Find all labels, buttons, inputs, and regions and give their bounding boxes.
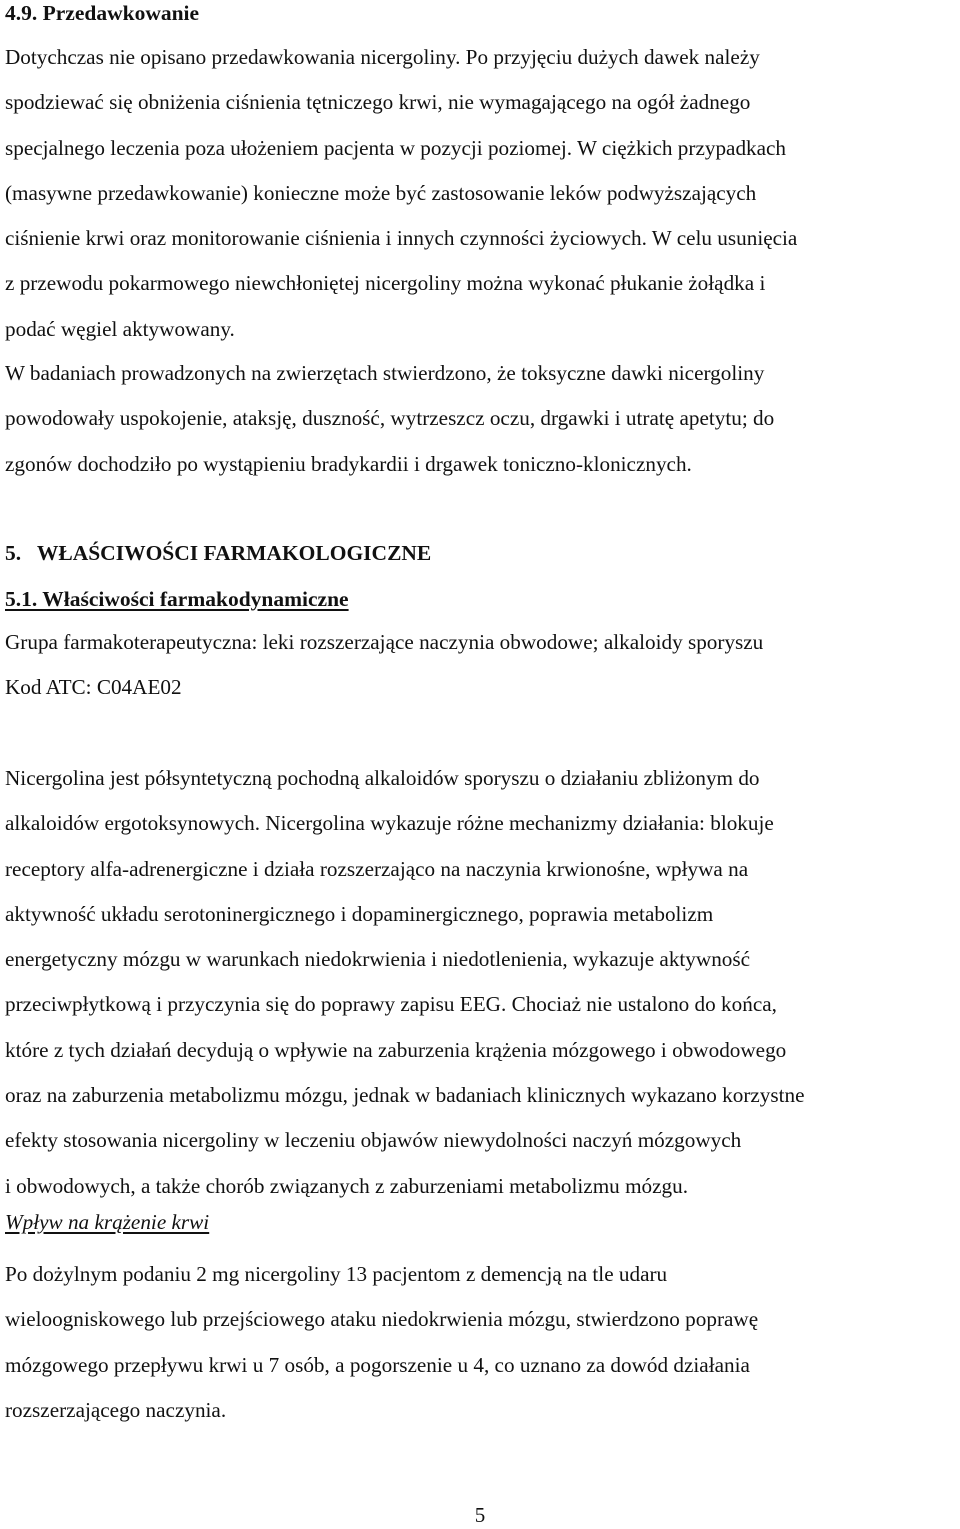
- paragraph-overdose: [5, 35, 797, 352]
- paragraph-animal-studies: [5, 351, 774, 487]
- text-line: które z tych działań decydują o wpływie na zaburzenia krążenia mózgowego i obwodowego: [5, 1037, 787, 1062]
- paragraph-mechanism: [5, 756, 805, 1209]
- text-line: i obwodowych, a także chorób związanych z zaburzeniami metabolizmu mózgu.: [5, 1173, 689, 1198]
- text-line: aktywność układu serotoninergicznego i dopaminergicznego, poprawia metabolizm: [5, 901, 714, 926]
- classification-block: [5, 620, 763, 711]
- section-heading-pharmacological-properties: 5. WŁAŚCIWOŚCI FARMAKOLOGICZNE: [5, 541, 432, 565]
- text-line: podać węgiel aktywowany.: [5, 316, 235, 341]
- text-line: receptory alfa-adrenergiczne i działa rozszerzająco na naczynia krwionośne, wpływa na: [5, 856, 749, 881]
- text-line: alkaloidów ergotoksynowych. Nicergolina wykazuje różne mechanizmy działania: blokuje: [5, 811, 774, 836]
- italic-heading-blood-circulation: [5, 1209, 209, 1235]
- page-number: 5: [474, 1503, 486, 1527]
- text-line: energetyczny mózgu w warunkach niedokrwienia i niedotlenienia, wykazuje aktywność: [5, 947, 751, 972]
- text-line: efekty stosowania nicergoliny w leczeniu objawów niewydolności naczyń mózgowych: [5, 1128, 742, 1153]
- text-line: (masywne przedawkowanie) konieczne może być zastosowanie leków podwyższających: [5, 180, 757, 205]
- text-line: Dotychczas nie opisano przedawkowania nicergoliny. Po przyjęciu dużych dawek należy: [5, 45, 760, 69]
- pharmacotherapeutic-group: Grupa farmakoterapeutyczna: leki rozszerzające naczynia obwodowe; alkaloidy sporyszu: [5, 630, 764, 654]
- text-line: rozszerzającego naczynia.: [5, 1397, 227, 1422]
- text-line: zgonów dochodziło po wystąpieniu bradykardii i drgawek toniczno-klonicznych.: [5, 451, 692, 476]
- text-line: mózgowego przepływu krwi u 7 osób, a pogorszenie u 4, co uznano za dowód działania: [5, 1352, 750, 1377]
- subsection-heading-pharmacodynamics: [5, 586, 349, 612]
- text-line: ciśnienie krwi oraz monitorowanie ciśnienia i innych czynności życiowych. W celu usunięcia: [5, 226, 798, 251]
- text-line: przeciwpłytkową i przyczynia się do poprawy zapisu EEG. Chociaż nie ustalono do końca,: [5, 992, 777, 1017]
- text-line: wieloogniskowego lub przejściowego ataku niedokrwienia mózgu, stwierdzono poprawę: [5, 1307, 759, 1332]
- text-line: powodowały uspokojenie, ataksję, duszność, wytrzeszcz oczu, drgawki i utratę apetytu; do: [5, 406, 775, 431]
- section-heading-overdose: 4.9. Przedawkowanie: [5, 1, 200, 25]
- text-line: z przewodu pokarmowego niewchłoniętej nicergoliny można wykonać płukanie żołądka i: [5, 271, 766, 296]
- text-line: spodziewać się obniżenia ciśnienia tętniczego krwi, nie wymagającego na ogół żadnego: [5, 90, 751, 115]
- subsection-heading-text: 5.1. Właściwości farmakodynamiczne: [5, 587, 349, 611]
- text-line: oraz na zaburzenia metabolizmu mózgu, jednak w badaniach klinicznych wykazano korzystne: [5, 1083, 805, 1108]
- paragraph-cerebral-blood-flow: [5, 1252, 758, 1433]
- text-line: Po dożylnym podaniu 2 mg nicergoliny 13 pacjentom z demencją na tle udaru: [5, 1262, 668, 1286]
- atc-code: Kod ATC: C04AE02: [5, 675, 182, 700]
- italic-heading-text: Wpływ na krążenie krwi: [5, 1210, 210, 1234]
- text-line: specjalnego leczenia poza ułożeniem pacjenta w pozycji poziomej. W ciężkich przypadkach: [5, 135, 787, 160]
- text-line: W badaniach prowadzonych na zwierzętach stwierdzono, że toksyczne dawki nicergoliny: [5, 361, 765, 385]
- text-line: Nicergolina jest półsyntetyczną pochodną alkaloidów sporyszu o działaniu zbliżonym do: [5, 766, 760, 790]
